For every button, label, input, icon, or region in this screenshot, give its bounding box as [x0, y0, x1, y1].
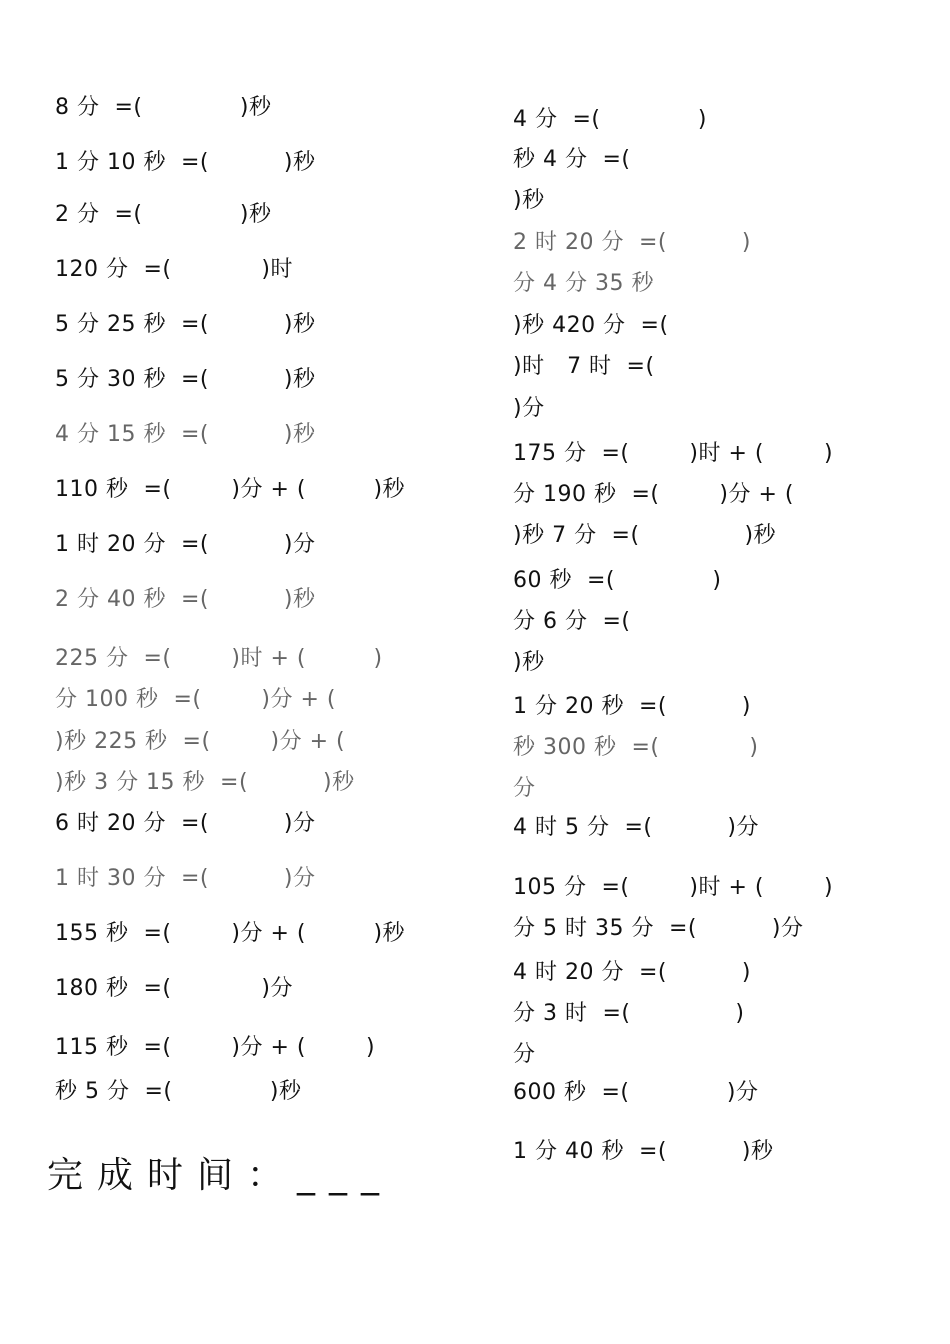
problem-line: 5 分 30 秒 =( )秒 [55, 367, 316, 392]
problem-line: 155 秒 =( )分 + ( )秒 [55, 921, 406, 946]
problem-line: 1 时 20 分 =( )分 [55, 532, 316, 557]
problem-line: 225 分 =( )时 + ( ) [55, 646, 383, 671]
problem-line: )秒 225 秒 =( )分 + ( [55, 729, 346, 754]
problem-line: 2 分 40 秒 =( )秒 [55, 587, 316, 612]
problem-line: 1 分 10 秒 =( )秒 [55, 150, 316, 175]
problem-line: )秒 [513, 650, 545, 675]
problem-line: 4 分 15 秒 =( )秒 [55, 422, 316, 447]
problem-line: )时 7 时 =( [513, 354, 655, 379]
problem-line: 分 [513, 1042, 536, 1067]
problem-line: 秒 300 秒 =( ) [513, 735, 759, 760]
problem-line: )秒 420 分 =( [513, 313, 669, 338]
problem-line: 5 分 25 秒 =( )秒 [55, 312, 316, 337]
problem-line: 分 5 时 35 分 =( )分 [513, 916, 804, 941]
problem-line: 秒 5 分 =( )秒 [55, 1079, 302, 1104]
problem-line: )秒 [513, 188, 545, 213]
problem-line: 600 秒 =( )分 [513, 1080, 759, 1105]
problem-line: )秒 3 分 15 秒 =( )秒 [55, 770, 355, 795]
problem-line: 4 分 =( ) [513, 107, 707, 132]
problem-line: 60 秒 =( ) [513, 568, 722, 593]
problem-line: )秒 7 分 =( )秒 [513, 523, 777, 548]
problem-line: 分 3 时 =( ) [513, 1001, 745, 1026]
problem-line: 110 秒 =( )分 + ( )秒 [55, 477, 406, 502]
problem-line: 8 分 =( )秒 [55, 95, 272, 120]
problem-line: 175 分 =( )时 + ( ) [513, 441, 834, 466]
problem-line: 2 时 20 分 =( ) [513, 230, 751, 255]
problem-line: 分 4 分 35 秒 [513, 271, 654, 296]
completion-time-label: 完成时间：___ [47, 1155, 394, 1196]
problem-line: )分 [513, 396, 545, 421]
problem-line: 分 100 秒 =( )分 + ( [55, 687, 337, 712]
problem-line: 分 [513, 776, 536, 801]
problem-line: 120 分 =( )时 [55, 257, 293, 282]
problem-line: 分 6 分 =( [513, 609, 631, 634]
problem-line: 115 秒 =( )分 + ( ) [55, 1035, 376, 1060]
problem-line: 4 时 5 分 =( )分 [513, 815, 759, 840]
problem-line: 6 时 20 分 =( )分 [55, 811, 316, 836]
problem-line: 1 分 40 秒 =( )秒 [513, 1139, 774, 1164]
problem-line: 180 秒 =( )分 [55, 976, 293, 1001]
problem-line: 4 时 20 分 =( ) [513, 960, 751, 985]
problem-line: 分 190 秒 =( )分 + ( [513, 482, 795, 507]
problem-line: 1 分 20 秒 =( ) [513, 694, 751, 719]
problem-line: 1 时 30 分 =( )分 [55, 866, 316, 891]
problem-line: 2 分 =( )秒 [55, 202, 272, 227]
problem-line: 秒 4 分 =( [513, 147, 631, 172]
problem-line: 105 分 =( )时 + ( ) [513, 875, 834, 900]
